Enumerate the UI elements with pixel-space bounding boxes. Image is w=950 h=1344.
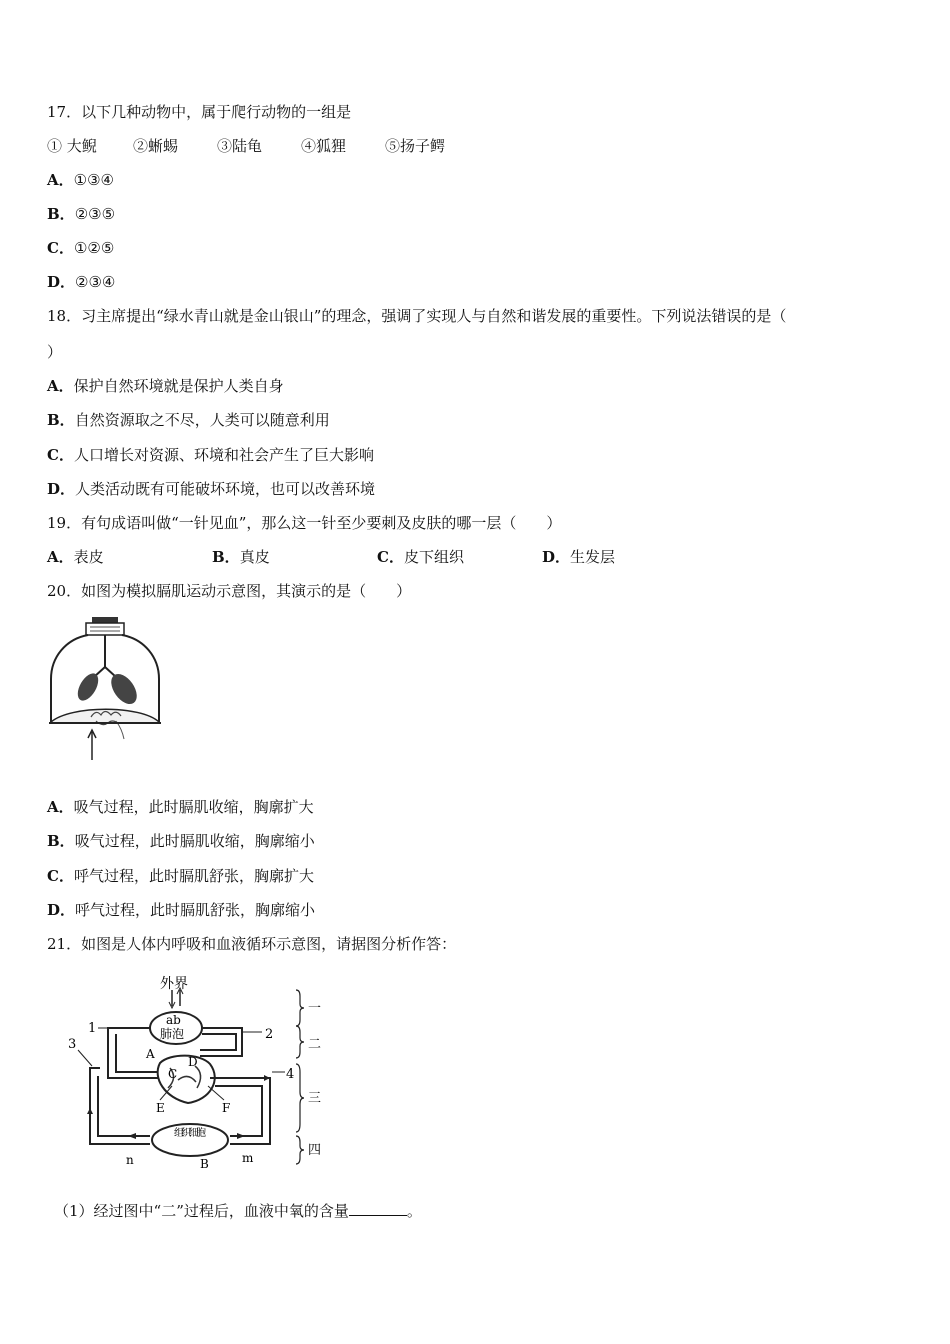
left-balloon-lung: [74, 670, 103, 704]
diagram-label-outside: 外界: [160, 976, 188, 992]
q19-option-c[interactable]: [377, 547, 542, 567]
heart: [158, 1056, 215, 1103]
q17-option-b-letter: B．: [47, 205, 75, 223]
diagram-stage-1: 一: [308, 1001, 322, 1016]
q19-stem: 19．有句成语叫做“一针见血”，那么这一针至少要刺及皮肤的哪一层（ ）: [47, 514, 562, 532]
diagram-label-E: E: [156, 1101, 165, 1115]
q20-option-d-text: 呼气过程，此时膈肌舒张，胸廓缩小: [75, 901, 316, 919]
q21-sub1-answer-blank[interactable]: [349, 1201, 407, 1216]
q17-option-d-text: ②③④: [75, 273, 116, 291]
q17-animal-2: ②蜥蜴: [133, 137, 179, 155]
q20-stem: 20．如图为模拟膈肌运动示意图，其演示的是（ ）: [47, 582, 412, 600]
q18-option-a-text: 保护自然环境就是保护人类自身: [73, 377, 284, 395]
q20-option-c-letter: C．: [47, 867, 74, 885]
q18-option-d-text: 人类活动既有可能破坏环境，也可以改善环境: [75, 480, 376, 498]
q19-option-b[interactable]: [212, 547, 377, 567]
q17-option-c-letter: C．: [47, 239, 74, 257]
stopper-top: [92, 617, 118, 623]
diagram-label-m: m: [242, 1151, 254, 1165]
q20-option-c-text: 呼气过程，此时膈肌舒张，胸廓扩大: [73, 867, 314, 885]
q17-animal-3: ③陆龟: [217, 137, 263, 155]
diagram-stage-2: 二: [308, 1037, 322, 1052]
q20-option-a[interactable]: [47, 797, 314, 817]
q18-stem-line2: ）: [47, 343, 63, 361]
q19-option-c-text: 皮下组织: [403, 548, 464, 566]
q20-option-c[interactable]: [47, 866, 314, 886]
q19-option-a-text: 表皮: [73, 548, 104, 566]
q21-sub1-text: （1）经过图中“二”过程后，血液中氧的含量: [54, 1202, 349, 1220]
q18-option-c[interactable]: [47, 445, 374, 465]
q20-option-b-letter: B．: [47, 832, 75, 850]
q18-option-a[interactable]: [47, 376, 284, 396]
q21-stem: 21．如图是人体内呼吸和血液循环示意图，请据图分析作答：: [47, 935, 457, 953]
q20-option-b[interactable]: [47, 831, 315, 851]
q19-option-d-text: 生发层: [570, 548, 616, 566]
q20-option-a-text: 吸气过程，此时膈肌收缩，胸廓扩大: [73, 798, 314, 816]
q18-stem-line1: 18．习主席提出“绿水青山就是金山银山”的理念，强调了实现人与自然和谐发展的重要性。下列说法错误的是（: [47, 307, 787, 325]
q18-option-d-letter: D．: [47, 480, 76, 498]
diagram-label-2: 2: [265, 1027, 274, 1042]
respiration-circulation-diagram: [60, 968, 340, 1178]
q19-option-b-letter: B．: [212, 548, 240, 566]
q17-animal-4: ④狐狸: [301, 137, 347, 155]
q19-option-d-letter: D．: [542, 548, 571, 566]
q19-option-b-text: 真皮: [239, 548, 270, 566]
diagram-label-F: F: [222, 1101, 231, 1115]
q19-option-d[interactable]: [542, 547, 615, 567]
q17-animal-5: ⑤扬子鳄: [385, 137, 446, 155]
q17-stem: 17．以下几种动物中，属于爬行动物的一组是: [47, 103, 352, 121]
diagram-stage-4: 四: [308, 1143, 322, 1158]
diagram-label-3: 3: [68, 1037, 77, 1052]
diagram-label-4: 4: [286, 1067, 295, 1082]
q19-option-a-letter: A．: [47, 548, 74, 566]
q17-option-d[interactable]: [47, 272, 115, 292]
q20-option-d[interactable]: [47, 900, 315, 920]
diagram-stage-3: 三: [308, 1091, 322, 1106]
diaphragm-model-figure: [46, 617, 166, 767]
q17-animal-list: [47, 136, 445, 156]
q19-option-a[interactable]: [47, 547, 212, 567]
q17-option-c[interactable]: [47, 238, 114, 258]
q19-option-c-letter: C．: [377, 548, 404, 566]
q21-sub1-end: 。: [406, 1202, 422, 1220]
q17-animal-1: ① 大鲵: [47, 137, 97, 155]
q19-options-row: [47, 547, 615, 567]
diagram-label-1: 1: [88, 1021, 97, 1036]
diagram-label-tissue: 组织细胞: [174, 1128, 206, 1139]
q21-sub1: [54, 1201, 422, 1221]
q18-option-c-letter: C．: [47, 446, 74, 464]
q18-option-c-text: 人口增长对资源、环境和社会产生了巨大影响: [73, 446, 374, 464]
q18-option-b[interactable]: [47, 410, 330, 430]
diagram-label-alveolus: 肺泡: [160, 1027, 185, 1041]
q17-option-d-letter: D．: [47, 273, 76, 291]
q17-option-a-text: ①③④: [73, 171, 114, 189]
q18-option-b-text: 自然资源取之不尽，人类可以随意利用: [74, 411, 330, 429]
q20-option-b-text: 吸气过程，此时膈肌收缩，胸廓缩小: [74, 832, 315, 850]
q17-option-b[interactable]: [47, 204, 115, 224]
right-balloon-lung: [106, 669, 142, 708]
diagram-label-A: A: [146, 1047, 155, 1061]
q18-option-b-letter: B．: [47, 411, 75, 429]
q20-option-a-letter: A．: [47, 798, 74, 816]
diagram-label-ab: ab: [166, 1013, 181, 1027]
q17-option-c-text: ①②⑤: [73, 239, 115, 257]
q18-option-d[interactable]: [47, 479, 375, 499]
diagram-label-C: C: [168, 1067, 178, 1081]
q17-option-a-letter: A．: [47, 171, 74, 189]
q20-option-d-letter: D．: [47, 901, 76, 919]
diagram-label-n: n: [126, 1153, 134, 1167]
diagram-label-D: D: [188, 1055, 198, 1069]
q18-option-a-letter: A．: [47, 377, 74, 395]
q17-option-a[interactable]: [47, 170, 114, 190]
diagram-label-B: B: [200, 1157, 209, 1171]
q17-option-b-text: ②③⑤: [74, 205, 116, 223]
stopper-body: [86, 623, 124, 635]
